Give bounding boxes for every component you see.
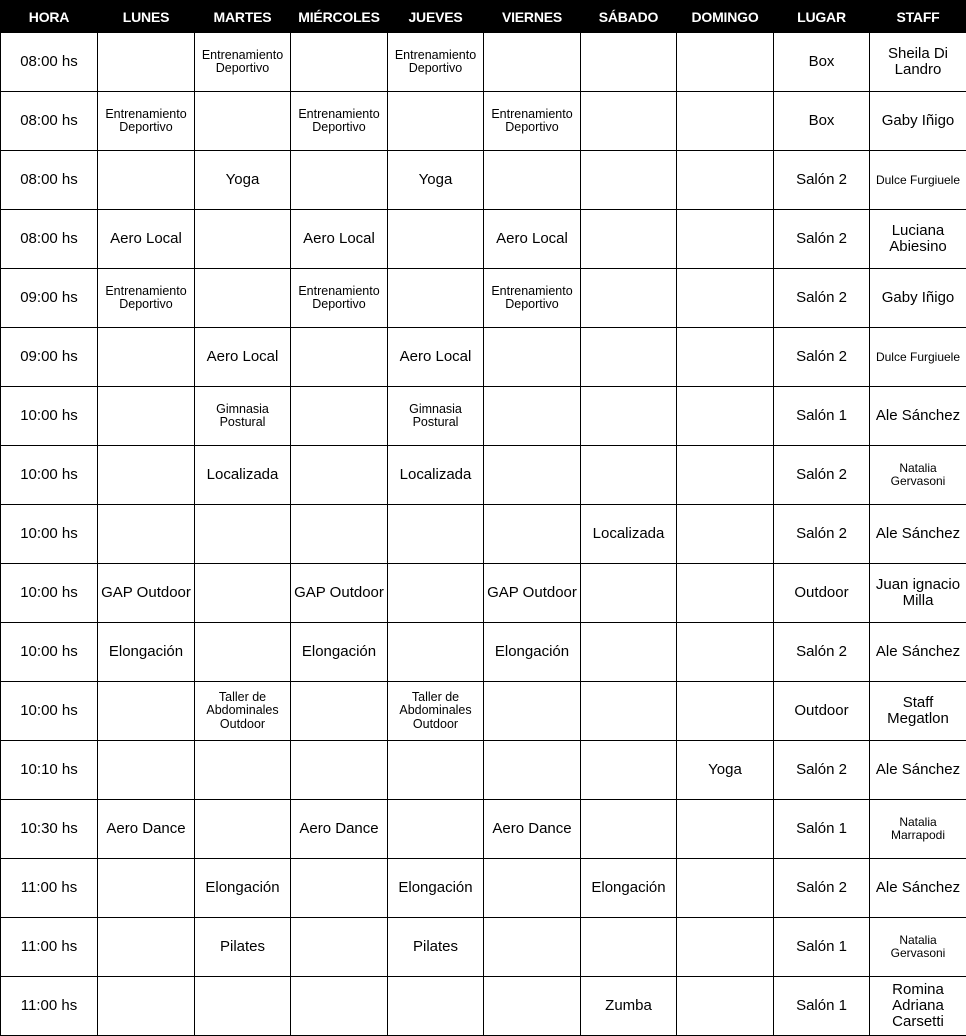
lugar-cell: Box bbox=[774, 92, 870, 151]
activity-cell-lunes: GAP Outdoor bbox=[98, 564, 195, 623]
activity-cell-lunes bbox=[98, 328, 195, 387]
staff-cell: Natalia Gervasoni bbox=[870, 918, 966, 977]
activity-cell-jueves bbox=[388, 564, 484, 623]
staff-cell: Ale Sánchez bbox=[870, 859, 966, 918]
activity-cell-jueves bbox=[388, 741, 484, 800]
table-row bbox=[1, 741, 966, 800]
activity-cell-domingo bbox=[677, 446, 774, 505]
activity-cell-miercoles bbox=[291, 33, 388, 92]
activity-cell-viernes bbox=[484, 151, 581, 210]
activity-cell-martes bbox=[195, 623, 291, 682]
activity-cell-jueves: Taller de Abdominales Outdoor bbox=[388, 682, 484, 741]
activity-cell-sabado bbox=[581, 269, 677, 328]
activity-cell-martes bbox=[195, 92, 291, 151]
activity-cell-martes: Gimnasia Postural bbox=[195, 387, 291, 446]
activity-cell-viernes bbox=[484, 328, 581, 387]
activity-cell-sabado: Localizada bbox=[581, 505, 677, 564]
staff-cell: Juan ignacio Milla bbox=[870, 564, 966, 623]
hora-cell: 08:00 hs bbox=[1, 210, 98, 269]
activity-cell-domingo bbox=[677, 269, 774, 328]
activity-cell-lunes: Entrenamiento Deportivo bbox=[98, 92, 195, 151]
lugar-cell: Salón 1 bbox=[774, 977, 870, 1036]
activity-cell-martes: Yoga bbox=[195, 151, 291, 210]
hora-cell: 08:00 hs bbox=[1, 92, 98, 151]
lugar-cell: Salón 2 bbox=[774, 505, 870, 564]
activity-cell-jueves: Gimnasia Postural bbox=[388, 387, 484, 446]
activity-cell-domingo bbox=[677, 33, 774, 92]
activity-cell-sabado bbox=[581, 682, 677, 741]
activity-cell-martes bbox=[195, 505, 291, 564]
staff-cell: Ale Sánchez bbox=[870, 741, 966, 800]
lugar-cell: Salón 2 bbox=[774, 151, 870, 210]
activity-cell-domingo bbox=[677, 977, 774, 1036]
activity-cell-viernes bbox=[484, 682, 581, 741]
activity-cell-domingo bbox=[677, 800, 774, 859]
staff-cell: Natalia Marrapodi bbox=[870, 800, 966, 859]
activity-cell-lunes bbox=[98, 977, 195, 1036]
activity-cell-viernes bbox=[484, 859, 581, 918]
activity-cell-martes bbox=[195, 977, 291, 1036]
lugar-cell: Box bbox=[774, 33, 870, 92]
staff-cell: Ale Sánchez bbox=[870, 505, 966, 564]
lugar-cell: Salón 2 bbox=[774, 623, 870, 682]
activity-cell-jueves: Aero Local bbox=[388, 328, 484, 387]
activity-cell-lunes bbox=[98, 151, 195, 210]
activity-cell-martes bbox=[195, 800, 291, 859]
activity-cell-sabado bbox=[581, 33, 677, 92]
staff-cell: Dulce Furgiuele bbox=[870, 328, 966, 387]
activity-cell-jueves bbox=[388, 505, 484, 564]
activity-cell-sabado bbox=[581, 210, 677, 269]
activity-cell-sabado bbox=[581, 92, 677, 151]
table-row bbox=[1, 92, 966, 151]
hora-cell: 10:10 hs bbox=[1, 741, 98, 800]
activity-cell-martes bbox=[195, 269, 291, 328]
activity-cell-jueves: Localizada bbox=[388, 446, 484, 505]
activity-cell-miercoles bbox=[291, 859, 388, 918]
activity-cell-sabado: Elongación bbox=[581, 859, 677, 918]
activity-cell-sabado bbox=[581, 564, 677, 623]
lugar-cell: Salón 1 bbox=[774, 387, 870, 446]
activity-cell-martes: Elongación bbox=[195, 859, 291, 918]
activity-cell-domingo bbox=[677, 623, 774, 682]
activity-cell-martes: Aero Local bbox=[195, 328, 291, 387]
staff-cell: Sheila Di Landro bbox=[870, 33, 966, 92]
staff-cell: Luciana Abiesino bbox=[870, 210, 966, 269]
activity-cell-lunes bbox=[98, 859, 195, 918]
activity-cell-jueves bbox=[388, 800, 484, 859]
activity-cell-sabado bbox=[581, 446, 677, 505]
activity-cell-domingo bbox=[677, 564, 774, 623]
activity-cell-lunes: Elongación bbox=[98, 623, 195, 682]
header-hora: HORA bbox=[1, 1, 98, 33]
activity-cell-miercoles: Elongación bbox=[291, 623, 388, 682]
hora-cell: 10:00 hs bbox=[1, 623, 98, 682]
lugar-cell: Salón 2 bbox=[774, 741, 870, 800]
hora-cell: 11:00 hs bbox=[1, 859, 98, 918]
activity-cell-domingo bbox=[677, 387, 774, 446]
hora-cell: 10:00 hs bbox=[1, 387, 98, 446]
table-row bbox=[1, 328, 966, 387]
header-martes: MARTES bbox=[195, 1, 291, 33]
activity-cell-sabado: Zumba bbox=[581, 977, 677, 1036]
activity-cell-viernes bbox=[484, 977, 581, 1036]
table-row bbox=[1, 800, 966, 859]
activity-cell-lunes: Aero Dance bbox=[98, 800, 195, 859]
activity-cell-miercoles bbox=[291, 741, 388, 800]
activity-cell-miercoles: GAP Outdoor bbox=[291, 564, 388, 623]
activity-cell-jueves bbox=[388, 92, 484, 151]
schedule-body bbox=[1, 33, 966, 1036]
hora-cell: 09:00 hs bbox=[1, 269, 98, 328]
table-row bbox=[1, 446, 966, 505]
activity-cell-domingo bbox=[677, 505, 774, 564]
activity-cell-domingo bbox=[677, 918, 774, 977]
header-row bbox=[1, 1, 966, 33]
table-row bbox=[1, 623, 966, 682]
activity-cell-domingo bbox=[677, 859, 774, 918]
activity-cell-martes: Localizada bbox=[195, 446, 291, 505]
hora-cell: 10:00 hs bbox=[1, 505, 98, 564]
activity-cell-miercoles bbox=[291, 446, 388, 505]
activity-cell-sabado bbox=[581, 918, 677, 977]
activity-cell-lunes bbox=[98, 33, 195, 92]
activity-cell-lunes: Aero Local bbox=[98, 210, 195, 269]
lugar-cell: Salón 2 bbox=[774, 269, 870, 328]
activity-cell-viernes bbox=[484, 33, 581, 92]
activity-cell-sabado bbox=[581, 800, 677, 859]
activity-cell-miercoles: Entrenamiento Deportivo bbox=[291, 269, 388, 328]
activity-cell-viernes: Entrenamiento Deportivo bbox=[484, 269, 581, 328]
hora-cell: 10:00 hs bbox=[1, 446, 98, 505]
activity-cell-viernes bbox=[484, 446, 581, 505]
header-staff: STAFF bbox=[870, 1, 966, 33]
table-row bbox=[1, 682, 966, 741]
lugar-cell: Salón 2 bbox=[774, 210, 870, 269]
activity-cell-domingo bbox=[677, 92, 774, 151]
staff-cell: Romina Adriana Carsetti bbox=[870, 977, 966, 1036]
staff-cell: Gaby Iñigo bbox=[870, 92, 966, 151]
activity-cell-lunes: Entrenamiento Deportivo bbox=[98, 269, 195, 328]
activity-cell-jueves bbox=[388, 210, 484, 269]
activity-cell-miercoles: Aero Dance bbox=[291, 800, 388, 859]
header-viernes: VIERNES bbox=[484, 1, 581, 33]
activity-cell-domingo bbox=[677, 210, 774, 269]
activity-cell-viernes bbox=[484, 505, 581, 564]
activity-cell-martes: Pilates bbox=[195, 918, 291, 977]
lugar-cell: Salón 2 bbox=[774, 328, 870, 387]
activity-cell-martes: Taller de Abdominales Outdoor bbox=[195, 682, 291, 741]
activity-cell-jueves: Yoga bbox=[388, 151, 484, 210]
staff-cell: Ale Sánchez bbox=[870, 623, 966, 682]
staff-cell: Staff Megatlon bbox=[870, 682, 966, 741]
activity-cell-sabado bbox=[581, 151, 677, 210]
header-domingo: DOMINGO bbox=[677, 1, 774, 33]
table-row bbox=[1, 505, 966, 564]
table-row bbox=[1, 151, 966, 210]
hora-cell: 11:00 hs bbox=[1, 918, 98, 977]
activity-cell-viernes: Elongación bbox=[484, 623, 581, 682]
activity-cell-viernes: Entrenamiento Deportivo bbox=[484, 92, 581, 151]
activity-cell-miercoles: Entrenamiento Deportivo bbox=[291, 92, 388, 151]
activity-cell-sabado bbox=[581, 328, 677, 387]
activity-cell-jueves: Elongación bbox=[388, 859, 484, 918]
activity-cell-lunes bbox=[98, 505, 195, 564]
header-lugar: LUGAR bbox=[774, 1, 870, 33]
hora-cell: 08:00 hs bbox=[1, 151, 98, 210]
header-lunes: LUNES bbox=[98, 1, 195, 33]
hora-cell: 10:00 hs bbox=[1, 564, 98, 623]
hora-cell: 11:00 hs bbox=[1, 977, 98, 1036]
activity-cell-domingo bbox=[677, 328, 774, 387]
activity-cell-martes bbox=[195, 210, 291, 269]
hora-cell: 09:00 hs bbox=[1, 328, 98, 387]
activity-cell-domingo: Yoga bbox=[677, 741, 774, 800]
activity-cell-miercoles bbox=[291, 918, 388, 977]
staff-cell: Natalia Gervasoni bbox=[870, 446, 966, 505]
hora-cell: 08:00 hs bbox=[1, 33, 98, 92]
activity-cell-sabado bbox=[581, 623, 677, 682]
table-row bbox=[1, 977, 966, 1036]
lugar-cell: Salón 2 bbox=[774, 859, 870, 918]
activity-cell-lunes bbox=[98, 387, 195, 446]
activity-cell-lunes bbox=[98, 918, 195, 977]
table-row bbox=[1, 859, 966, 918]
activity-cell-viernes bbox=[484, 387, 581, 446]
activity-cell-martes: Entrenamiento Deportivo bbox=[195, 33, 291, 92]
activity-cell-jueves bbox=[388, 977, 484, 1036]
activity-cell-domingo bbox=[677, 682, 774, 741]
activity-cell-jueves bbox=[388, 623, 484, 682]
lugar-cell: Outdoor bbox=[774, 564, 870, 623]
activity-cell-viernes: Aero Local bbox=[484, 210, 581, 269]
activity-cell-jueves bbox=[388, 269, 484, 328]
activity-cell-miercoles: Aero Local bbox=[291, 210, 388, 269]
header-sabado: SÁBADO bbox=[581, 1, 677, 33]
activity-cell-viernes bbox=[484, 741, 581, 800]
activity-cell-miercoles bbox=[291, 505, 388, 564]
activity-cell-miercoles bbox=[291, 387, 388, 446]
lugar-cell: Salón 1 bbox=[774, 800, 870, 859]
hora-cell: 10:00 hs bbox=[1, 682, 98, 741]
activity-cell-viernes bbox=[484, 918, 581, 977]
table-row bbox=[1, 33, 966, 92]
staff-cell: Gaby Iñigo bbox=[870, 269, 966, 328]
table-row bbox=[1, 564, 966, 623]
activity-cell-domingo bbox=[677, 151, 774, 210]
table-row bbox=[1, 269, 966, 328]
activity-cell-viernes: Aero Dance bbox=[484, 800, 581, 859]
activity-cell-sabado bbox=[581, 387, 677, 446]
lugar-cell: Salón 2 bbox=[774, 446, 870, 505]
activity-cell-miercoles bbox=[291, 151, 388, 210]
activity-cell-jueves: Entrenamiento Deportivo bbox=[388, 33, 484, 92]
staff-cell: Ale Sánchez bbox=[870, 387, 966, 446]
activity-cell-miercoles bbox=[291, 328, 388, 387]
activity-cell-martes bbox=[195, 741, 291, 800]
activity-cell-lunes bbox=[98, 682, 195, 741]
header-miercoles: MIÉRCOLES bbox=[291, 1, 388, 33]
lugar-cell: Outdoor bbox=[774, 682, 870, 741]
activity-cell-viernes: GAP Outdoor bbox=[484, 564, 581, 623]
activity-cell-sabado bbox=[581, 741, 677, 800]
activity-cell-miercoles bbox=[291, 682, 388, 741]
table-row bbox=[1, 210, 966, 269]
activity-cell-lunes bbox=[98, 446, 195, 505]
activity-cell-lunes bbox=[98, 741, 195, 800]
activity-cell-martes bbox=[195, 564, 291, 623]
activity-cell-miercoles bbox=[291, 977, 388, 1036]
hora-cell: 10:30 hs bbox=[1, 800, 98, 859]
staff-cell: Dulce Furgiuele bbox=[870, 151, 966, 210]
table-row bbox=[1, 387, 966, 446]
lugar-cell: Salón 1 bbox=[774, 918, 870, 977]
activity-cell-jueves: Pilates bbox=[388, 918, 484, 977]
header-jueves: JUEVES bbox=[388, 1, 484, 33]
table-row bbox=[1, 918, 966, 977]
